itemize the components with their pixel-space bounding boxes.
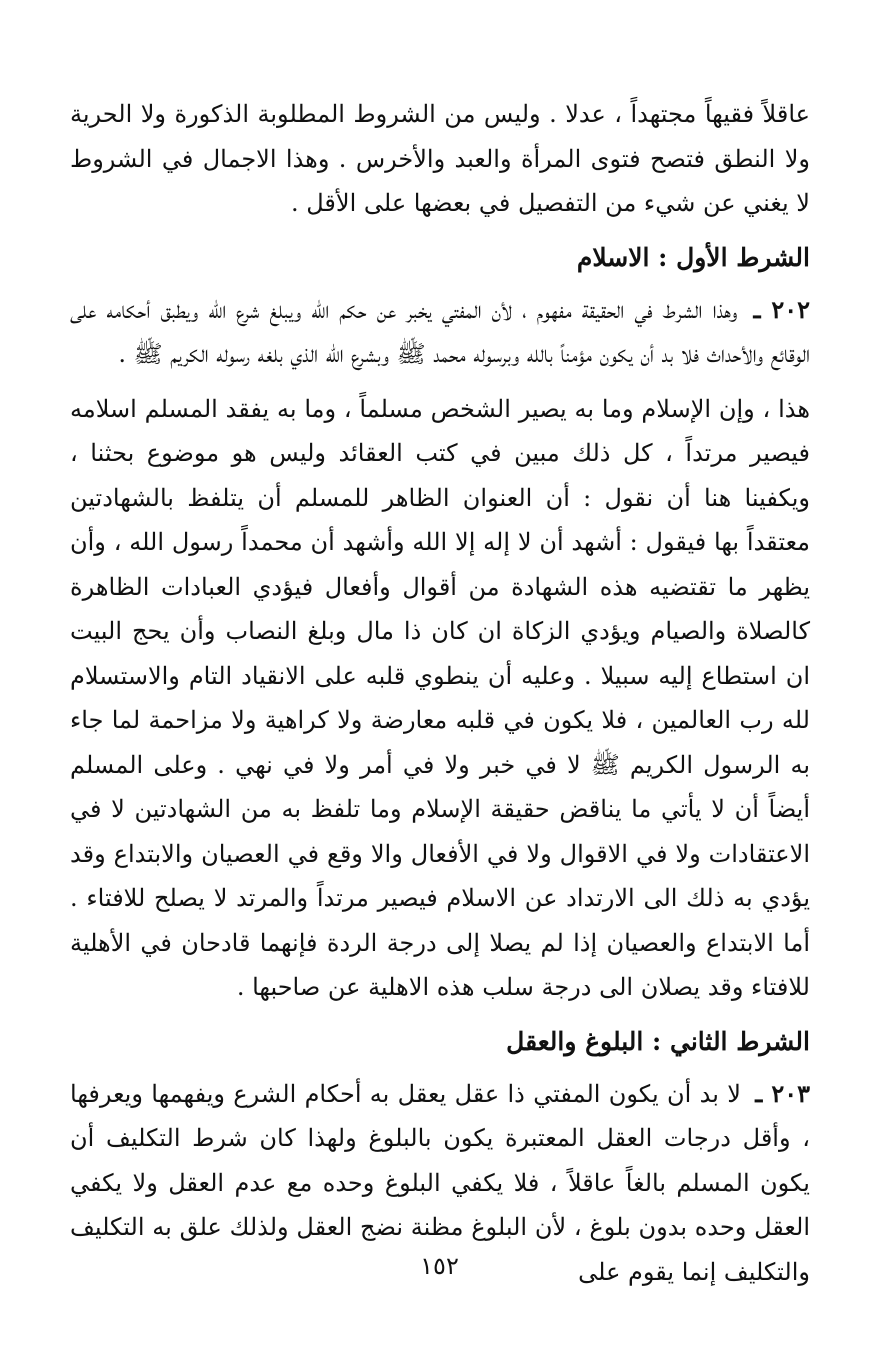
paragraph-number-202: ٢٠٢ ـ [753,294,810,324]
paragraph-number-203: ٢٠٣ ـ [755,1078,810,1108]
paragraph-203-text: وأقل درجات العقل المعتبرة يكون بالبلوغ ولهذا كان شرط التكليف أن يكون المسلم بالغاً عاقلاً ، فلا يكفي البلوغ وحده مع عدم العقل ولا يكفي العقل وحده بدون بلوغ ، لأن البلوغ مظنة نضج العقل ولذلك علق به التكليف والتكليف إنما يقوم على [70,1124,810,1286]
paragraph-203-lead: لا بد أن يكون المفتي ذا عقل يعقل به أحكام الشرع ويفهمها ويعرفها ، [70,1079,810,1152]
section-heading-puberty-reason: الشرط الثاني : البلوغ والعقل [506,1026,810,1056]
page-number: ١٥٢ [420,1252,459,1280]
page-body [70,92,810,1304]
section-heading-islam: الشرط الأول : الاسلام [576,242,810,272]
paragraph-islam-detail: هذا ، وإن الإسلام وما به يصير الشخص مسلماً ، وما به يفقد المسلم اسلامه فيصير مرتداً ، كل ذلك مبين في كتب العقائد وليس هو موضوع بحثنا ، ويكفينا هنا أن نقول : أن العنوان الظاهر للمسلم أن يتلفظ بالشهادتين معتقداً بها فيقول : أشهد أن لا إله إلا الله وأشهد أن محمداً رسول الله ، وأن يظهر ما تقتضيه هذه الشهادة من أقوال وأفعال فيؤدي العبادات الظاهرة كالصلاة والصيام ويؤدي الزكاة ان كان ذا مال وبلغ النصاب وأن يحج البيت ان استطاع إليه سبيلا . وعليه أن ينطوي قلبه على الانقياد التام والاستسلام لله رب العالمين ، فلا يكون في قلبه معارضة ولا كراهية ولا مزاحمة لما جاء به الرسول الكريم ﷺ لا في خبر ولا في أمر ولا في نهي . وعلى المسلم أيضاً أن لا يأتي ما يناقض حقيقة الإسلام وما تلفظ به من الشهادتين لا في الاعتقادات ولا في الاقوال ولا في الأفعال والا وقع في العصيان والابتداع وقد يؤدي به ذلك الى الارتداد عن الاسلام فيصير مرتداً والمرتد لا يصلح للافتاء . أما الابتداع والعصيان إذا لم يصلا إلى درجة الردة فإنهما قادحان في الأهلية للافتاء وقد يصلان الى درجة سلب هذه الاهلية عن صاحبها . [70,394,810,1001]
paragraph-202 [70,288,810,377]
paragraph-202-text: وهذا الشرط في الحقيقة مفهوم ، لأن المفتي يخبر عن حكم الله ويبلغ شرع الله ويطبق أحكامه على الوقائع والأحداث فلا بد أن يكون مؤمناً بالله وبرسوله محمد ﷺ وبشرع الله الذي بلغه رسوله الكريم ﷺ . [70,295,810,368]
intro-paragraph: عاقلاً فقيهاً مجتهداً ، عدلا . وليس من الشروط المطلوبة الذكورة ولا الحرية ولا النطق فتصح فتوى المرأة والعبد والأخرس . وهذا الاجمال في الشروط لا يغني عن شيء من التفصيل في بعضها على الأقل . [70,100,810,217]
